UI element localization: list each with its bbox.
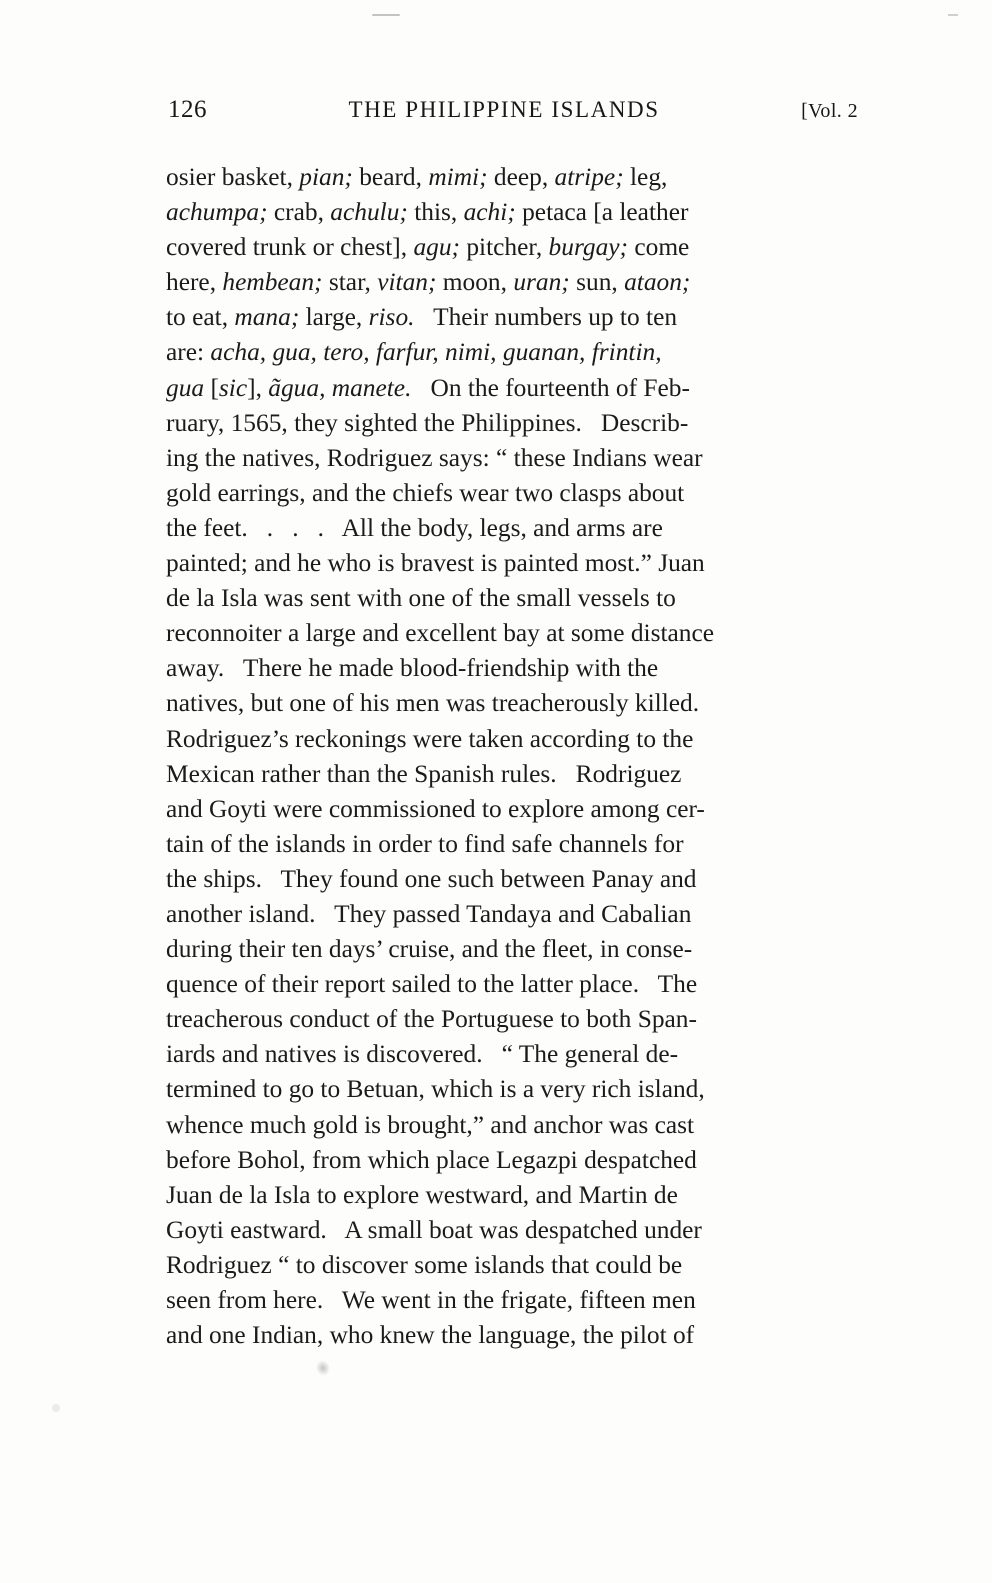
text-line: Rodriguez’s reckonings were taken according to the: [166, 724, 694, 753]
text-line: Mexican rather than the Spanish rules. Rodriguez: [166, 759, 682, 788]
scan-artifact-top-icon: [372, 14, 400, 16]
text-line: the feet. . . . All the body, legs, and arms are: [166, 513, 663, 542]
text-line: covered trunk or chest], agu; pitcher, burgay; come: [166, 233, 690, 262]
text-line: quence of their report sailed to the latter place. The: [166, 970, 698, 999]
text-line: iards and natives is discovered. “ The general de-: [166, 1040, 679, 1069]
text-line: and one Indian, who knew the language, the pilot of: [166, 1321, 695, 1350]
text-line: are: acha, gua, tero, farfur, nimi, guanan, frintin,: [166, 338, 662, 367]
text-line: reconnoiter a large and excellent bay at some distance: [166, 619, 715, 648]
body-text: [166, 160, 858, 1353]
text-line: gua [sic], ãgua, manete. On the fourteenth of Feb-: [166, 373, 690, 402]
text-line: away. There he made blood-friendship with the: [166, 654, 659, 683]
running-head: [168, 96, 858, 128]
text-line: tain of the islands in order to find safe channels for: [166, 829, 684, 858]
scan-artifact-bottom-left-icon: [52, 1404, 60, 1412]
text-line: seen from here. We went in the frigate, fifteen men: [166, 1286, 696, 1314]
text-line: gold earrings, and the chiefs wear two clasps about: [166, 478, 685, 507]
text-line: here, hembean; star, vitan; moon, uran; sun, ataon;: [166, 268, 691, 297]
text-line: treacherous conduct of the Portuguese to both Span-: [166, 1005, 697, 1034]
text-line: before Bohol, from which place Legazpi despatched: [166, 1145, 697, 1174]
text-line: natives, but one of his men was treacherously killed.: [166, 689, 700, 718]
text-line: ruary, 1565, they sighted the Philippines. Describ-: [166, 408, 689, 437]
text-line: de la Isla was sent with one of the small vessels to: [166, 584, 676, 613]
text-line: Juan de la Isla to explore westward, and Martin de: [166, 1180, 678, 1209]
text-line: osier basket, pian; beard, mimi; deep, atripe; leg,: [166, 163, 668, 191]
text-line: and Goyti were commissioned to explore among cer-: [166, 794, 705, 823]
text-line: painted; and he who is bravest is painted most.” Juan: [166, 549, 705, 578]
text-line: to eat, mana; large, riso. Their numbers up to ten: [166, 303, 678, 332]
text-line: whence much gold is brought,” and anchor was cast: [166, 1110, 695, 1139]
volume-label: [Vol. 2: [801, 100, 858, 122]
text-line: achumpa; crab, achulu; this, achi; petaca [a leather: [166, 198, 689, 227]
text-line: during their ten days’ cruise, and the fleet, in conse-: [166, 935, 693, 964]
page-number: 126: [168, 96, 207, 123]
text-line: termined to go to Betuan, which is a very rich island,: [166, 1075, 705, 1104]
text-line: another island. They passed Tandaya and Cabalian: [166, 899, 692, 928]
text-line: the ships. They found one such between Panay and: [166, 864, 697, 893]
scan-artifact-right-icon: [948, 14, 958, 16]
page-title: THE PHILIPPINE ISLANDS: [348, 97, 660, 122]
scan-smudge-icon: [314, 1358, 333, 1378]
text-line: Goyti eastward. A small boat was despatched under: [166, 1215, 702, 1244]
text-line: Rodriguez “ to discover some islands that could be: [166, 1250, 683, 1279]
text-line: ing the natives, Rodriguez says: “ these Indians wear: [166, 443, 703, 472]
